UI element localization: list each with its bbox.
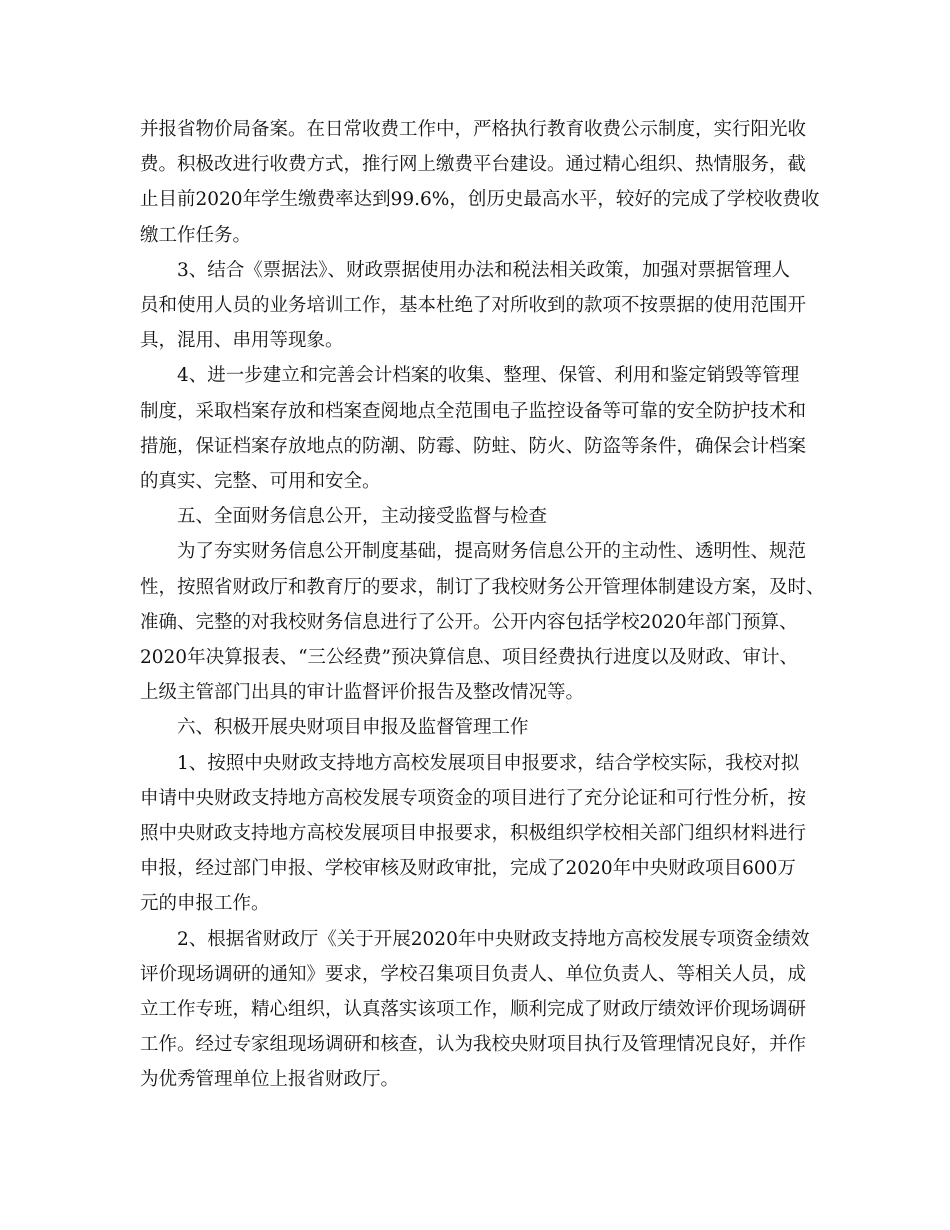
- text-line: 元的申报工作。: [140, 893, 270, 914]
- text-line: 为了夯实财务信息公开制度基础，提高财务信息公开的主动性、透明性、规范: [177, 541, 807, 562]
- text-line: 2020年决算报表、“三公经费”预决算信息、项目经费执行进度以及财政、审计、: [140, 647, 798, 668]
- text-line: 具，混用、串用等现象。: [140, 330, 344, 351]
- text-line: 1、按照中央财政支持地方高校发展项目申报要求，结合学校实际，我校对拟: [177, 753, 800, 774]
- text-line: 制度，采取档案存放和档案查阅地点全范围电子监控设备等可靠的安全防护技术和: [140, 401, 807, 422]
- text-line: 3、结合《票据法》、财政票据使用办法和税法相关政策，加强对票据管理人: [177, 260, 791, 281]
- text-line: 申报，经过部门申报、学校审核及财政审批，完成了2020年中央财政项目600万: [140, 858, 796, 879]
- section-heading: 五、全面财务信息公开，主动接受监督与检查: [177, 506, 548, 527]
- text-line: 立工作专班，精心组织，认真落实该项工作，顺利完成了财政厅绩效评价现场调研: [140, 999, 807, 1020]
- text-line: 的真实、完整、可用和安全。: [140, 471, 381, 492]
- text-line: 性，按照省财政厅和教育厅的要求，制订了我校财务公开管理体制建设方案，及时、: [140, 577, 825, 598]
- text-line: 2、根据省财政厅《关于开展2020年中央财政支持地方高校发展专项资金绩效: [177, 929, 810, 950]
- text-line: 为优秀管理单位上报省财政厅。: [140, 1069, 400, 1090]
- text-line: 员和使用人员的业务培训工作，基本杜绝了对所收到的款项不按票据的使用范围开: [140, 295, 807, 316]
- text-line: 上级主管部门出具的审计监督评价报告及整改情况等。: [140, 682, 585, 703]
- text-line: 缴工作任务。: [140, 225, 252, 246]
- text-line: 评价现场调研的通知》要求，学校召集项目负责人、单位负责人、等相关人员，成: [140, 964, 807, 985]
- text-line: 措施，保证档案存放地点的防潮、防霉、防蛀、防火、防盗等条件，确保会计档案: [140, 436, 807, 457]
- text-line: 费。积极改进行收费方式，推行网上缴费平台建设。通过精心组织、热情服务，截: [140, 154, 807, 175]
- text-line: 准确、完整的对我校财务信息进行了公开。公开内容包括学校2020年部门预算、: [140, 612, 798, 633]
- text-line: 止目前2020年学生缴费率达到99.6%，创历史最高水平，较好的完成了学校收费收: [140, 189, 820, 210]
- text-line: 工作。经过专家组现场调研和核查，认为我校央财项目执行及管理情况良好，并作: [140, 1034, 807, 1055]
- text-line: 并报省物价局备案。在日常收费工作中，严格执行教育收费公示制度，实行阳光收: [140, 119, 807, 140]
- section-heading: 六、积极开展央财项目申报及监督管理工作: [177, 717, 529, 738]
- text-line: 4、进一步建立和完善会计档案的收集、整理、保管、利用和鉴定销毁等管理: [177, 365, 800, 386]
- text-line: 申请中央财政支持地方高校发展专项资金的项目进行了充分论证和可行性分析，按: [140, 788, 807, 809]
- text-line: 照中央财政支持地方高校发展项目申报要求，积极组织学校相关部门组织材料进行: [140, 823, 807, 844]
